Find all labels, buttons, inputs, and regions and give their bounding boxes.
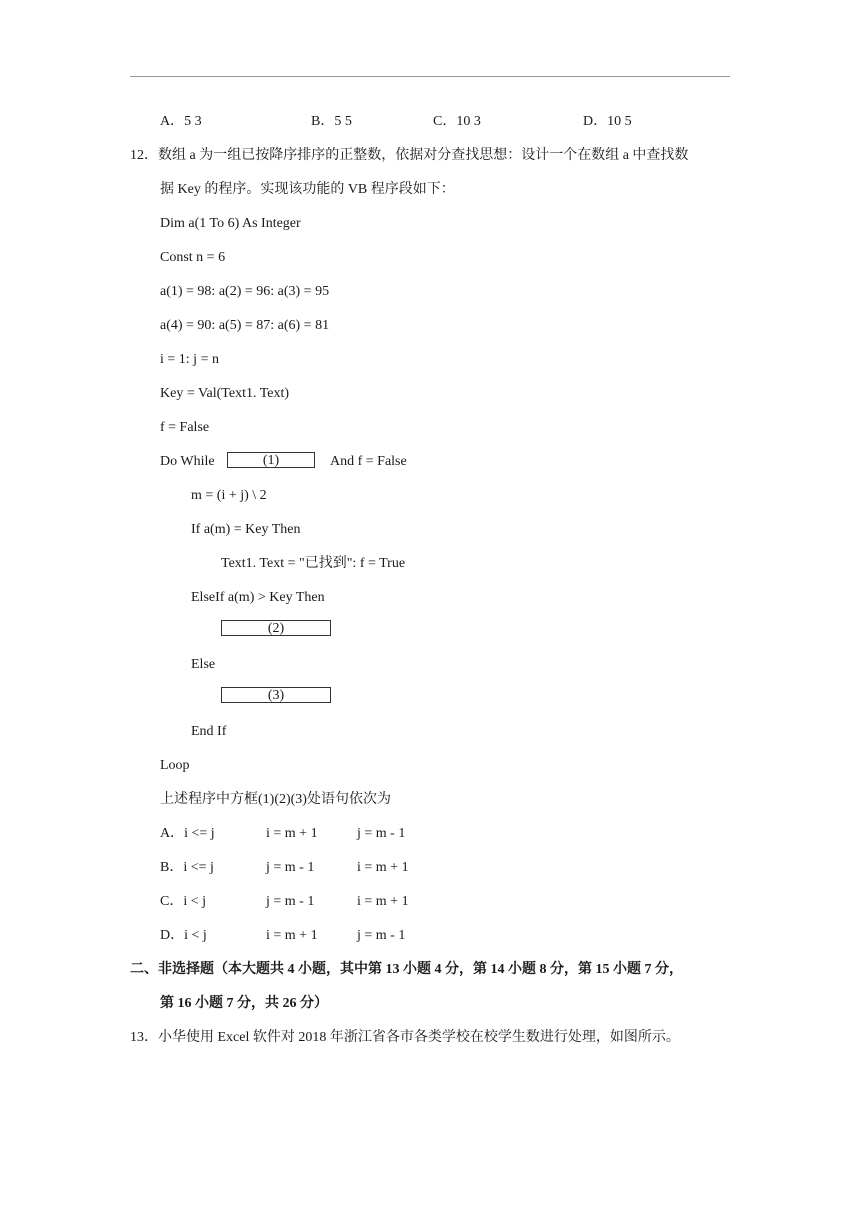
code-line-endif: End If <box>191 724 227 739</box>
header-rule <box>130 76 730 77</box>
prev-option-c: C．10 3 <box>433 114 481 129</box>
q13-stem: 13．小华使用 Excel 软件对 2018 年浙江省各市各类学校在校学生数进行处理，如图所示。 <box>130 1030 680 1045</box>
q12-option-b-label: B．i <= j <box>160 860 214 875</box>
q12-stem-line2: 据 Key 的程序。实现该功能的 VB 程序段如下： <box>160 182 455 197</box>
q12-option-b-col3: i = m + 1 <box>357 860 409 875</box>
code-line-dowhile-cond: And f = False <box>330 454 407 469</box>
q12-option-a-label: A．i <= j <box>160 826 215 841</box>
code-line-dowhile: Do While <box>160 454 215 469</box>
code-line-assign1: a(1) = 98: a(2) = 96: a(3) = 95 <box>160 284 330 299</box>
code-line-found: Text1. Text = "已找到": f = True <box>221 556 406 571</box>
q12-option-b-col2: j = m - 1 <box>266 860 315 875</box>
blank-box-2: (2) <box>221 620 331 636</box>
code-line-mid: m = (i + j) \ 2 <box>191 488 267 503</box>
section2-heading-line1: 二、非选择题（本大题共 4 小题，其中第 13 小题 4 分，第 14 小题 8 分，第 15 小题 7 分， <box>130 962 683 977</box>
q12-option-c-label: C．i < j <box>160 894 207 909</box>
code-line-assign2: a(4) = 90: a(5) = 87: a(6) = 81 <box>160 318 330 333</box>
q12-option-d-col2: i = m + 1 <box>266 928 318 943</box>
q12-question: 上述程序中方框(1)(2)(3)处语句依次为 <box>160 792 391 807</box>
code-line-elseif: ElseIf a(m) > Key Then <box>191 590 325 605</box>
prev-option-d: D．10 5 <box>583 114 632 129</box>
q12-option-d-col3: j = m - 1 <box>357 928 406 943</box>
q12-option-a-col3: j = m - 1 <box>357 826 406 841</box>
code-line-key: Key = Val(Text1. Text) <box>160 386 290 401</box>
prev-option-a: A．5 3 <box>160 114 202 129</box>
section2-heading-line2: 第 16 小题 7 分，共 26 分） <box>160 996 328 1011</box>
q12-option-c-col2: j = m - 1 <box>266 894 315 909</box>
code-line-dim: Dim a(1 To 6) As Integer <box>160 216 301 231</box>
code-line-flag: f = False <box>160 420 210 435</box>
blank-box-3: (3) <box>221 687 331 703</box>
code-line-ij: i = 1: j = n <box>160 352 219 367</box>
q12-option-d-label: D．i < j <box>160 928 207 943</box>
prev-option-b: B．5 5 <box>311 114 352 129</box>
code-line-if: If a(m) = Key Then <box>191 522 301 537</box>
code-line-loop: Loop <box>160 758 190 773</box>
blank-box-1: (1) <box>227 452 315 468</box>
q12-option-a-col2: i = m + 1 <box>266 826 318 841</box>
q12-stem-line1: 12．数组 a 为一组已按降序排序的正整数，依据对分查找思想：设计一个在数组 a 中查找数 <box>130 148 689 163</box>
q12-option-c-col3: i = m + 1 <box>357 894 409 909</box>
code-line-const: Const n = 6 <box>160 250 226 265</box>
code-line-else: Else <box>191 657 216 672</box>
